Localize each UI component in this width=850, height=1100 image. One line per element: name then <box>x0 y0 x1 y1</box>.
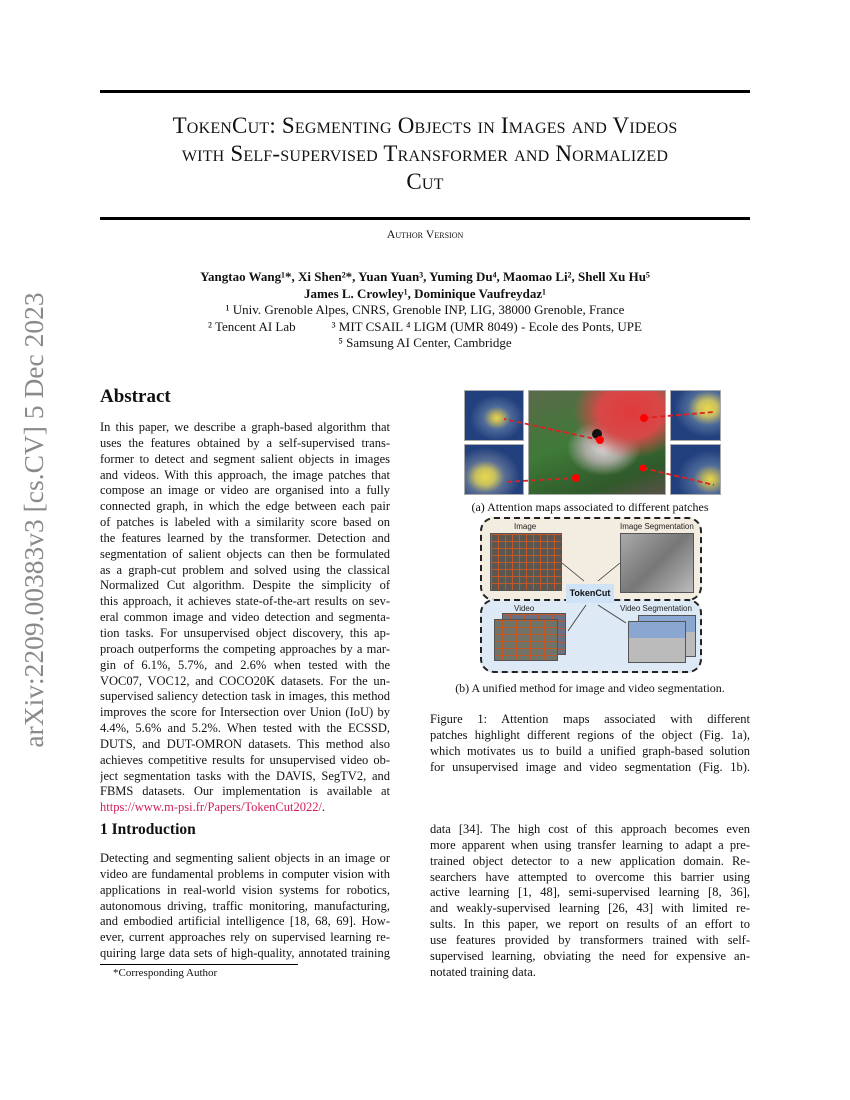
authors-block <box>100 269 750 352</box>
footnote: *Corresponding Author <box>113 967 218 979</box>
text-line: notated training data. <box>430 964 536 979</box>
text-line: compose an image or video are organised into a fully <box>100 483 390 498</box>
text-line: gin of 6.1%, 5.7%, and 2.6% when tested with the <box>100 657 390 672</box>
text-line: ever, current approaches rely on supervised learning re- <box>100 930 390 945</box>
title-bottom-rule <box>100 217 750 220</box>
text-line: segmentation of salient objects can then be formulated <box>100 546 390 561</box>
text-line: proach outperforms the competing approaches by a mar- <box>100 641 390 656</box>
label-image-seg: Image Segmentation <box>620 522 694 531</box>
text-line: data [34]. The high cost of this approach becomes even <box>430 822 750 836</box>
text-line: quiring large data sets of high-quality, annotated training <box>100 946 390 961</box>
text-line: and videos. With this approach, the image patches that <box>100 467 390 482</box>
abstract-heading: Abstract <box>100 386 171 407</box>
punctuation: . <box>321 800 326 815</box>
text-line: supervised saliency detection task in images, this method <box>100 689 390 704</box>
flow-arrows <box>480 517 705 673</box>
intro-heading: 1 Introduction <box>100 821 196 838</box>
text-line <box>100 800 390 816</box>
text-line: and weakly-supervised learning [26, 43] with limited re- <box>430 901 750 916</box>
text-line: connected graph, in which the edge between each pair <box>100 499 390 514</box>
figure-1a <box>464 390 719 493</box>
authors-line: James L. Crowley¹, Dominique Vaufreydaz¹ <box>303 285 547 301</box>
text-line: DUTS, and DUT-OMRON datasets. This method also <box>100 736 390 751</box>
text-line: active learning [1, 48], semi-supervised learning [8, 36], <box>430 885 750 900</box>
text-line: trained object detector to a new application domain. Re- <box>430 853 750 868</box>
text-line: ject segmentation tasks with the DAVIS, SegTV2, and <box>100 768 390 783</box>
abstract-body <box>100 420 390 816</box>
subcaption-b: (b) A unified method for image and video segmentation. <box>455 681 725 695</box>
label-video-seg: Video Segmentation <box>620 604 692 613</box>
text-line: achieves competitive results for unsupervised video ob- <box>100 752 390 767</box>
text-line: of patches is labeled with a similarity score based on <box>100 515 390 530</box>
text-line: uses the features obtained by a self-supervised trans- <box>100 435 390 450</box>
affiliation: ² Tencent AI Lab ³ MIT CSAIL ⁴ LIGM (UMR 8049) - Ecole des Ponts, UPE <box>208 318 642 334</box>
affiliation: ⁵ Samsung AI Center, Cambridge <box>338 335 512 350</box>
text-line: eral common image and video detection and segmenta- <box>100 610 390 625</box>
text-line: supervised learning, obviating the need for expensive an- <box>430 948 750 963</box>
text-line: more apparent when using transfer learning to adapt a pre- <box>430 837 750 852</box>
text-line: use features provided by transformers trained with self- <box>430 932 750 947</box>
text-line: Detecting and segmenting salient objects in an image or <box>100 851 390 865</box>
label-image: Image <box>514 522 537 531</box>
text-line: and embodied artificial intelligence [18, 68, 69]. How- <box>100 914 390 929</box>
text-line: for unsupervised image and video segmentation (Fig. 1b). <box>430 759 750 774</box>
tokencut-box: TokenCut <box>566 584 614 603</box>
text-line: FBMS datasets. Our implementation is available at <box>100 784 390 799</box>
subcaption-a: (a) Attention maps associated to different patches <box>471 500 709 514</box>
text-line: applications in real-world vision systems for robotics, <box>100 882 390 897</box>
text-line: 4.4%, 5.6% and 5.2%. When tested with the ECSSD, <box>100 721 390 736</box>
text-line: searchers have attempted to overcome this barrier using <box>430 869 750 884</box>
attention-arrows <box>464 390 719 493</box>
text-line: video are fundamental problems in computer vision with <box>100 866 390 881</box>
text-line: improves the score for Intersection over Union (IoU) by <box>100 705 390 720</box>
arxiv-stamp: arXiv:2209.00383v3 [cs.CV] 5 Dec 2023 <box>18 292 49 748</box>
text-line: autonomous driving, traffic monitoring, manufacturing, <box>100 898 390 913</box>
text-line: Normalized Cut algorithm. Despite the simplicity of <box>100 578 390 593</box>
title-top-rule <box>100 90 750 93</box>
text-line: former to detect and segment salient objects in images <box>100 451 390 466</box>
text-line: tion tasks. For unsupervised object discovery, this ap- <box>100 625 390 640</box>
affiliation: ¹ Univ. Grenoble Alpes, CNRS, Grenoble INP, LIG, 38000 Grenoble, France <box>225 302 625 317</box>
text-line: Figure 1: Attention maps associated with different <box>430 712 750 726</box>
text-line: patches highlight different regions of the object (Fig. 1a), <box>430 727 750 742</box>
figure-1b <box>480 517 705 673</box>
text-line: VOC07, VOC12, and COCO20K datasets. For the un- <box>100 673 390 688</box>
footnote-rule <box>100 964 298 965</box>
version-label: Author Version <box>386 227 464 241</box>
text-line: the features learned by the transformer. Detection and <box>100 530 390 545</box>
paper-title: TokenCut: Segmenting Objects in Images and Videos with Self-supervised Transformer and Normalized Cut <box>172 113 678 194</box>
text-line: as a graph-cut problem and solved using the classical <box>100 562 390 577</box>
intro-right-column <box>430 822 750 980</box>
text-line: which motivates us to build a unified graph-based solution <box>430 743 750 758</box>
label-video: Video <box>514 604 535 613</box>
authors-line: Yangtao Wang¹*, Xi Shen²*, Yuan Yuan³, Yuming Du⁴, Maomao Li², Shell Xu Hu⁵ <box>200 269 650 284</box>
text-line: sults. In this paper, we report on results of an effort to <box>430 917 750 932</box>
text-line: In this paper, we describe a graph-based algorithm that <box>100 420 390 434</box>
figure-caption <box>430 712 750 775</box>
intro-left-column <box>100 851 390 962</box>
text-line: this approach, it achieves state-of-the-art results on sev- <box>100 594 390 609</box>
implementation-link[interactable]: https://www.m-psi.fr/Papers/TokenCut2022/ <box>100 800 322 815</box>
